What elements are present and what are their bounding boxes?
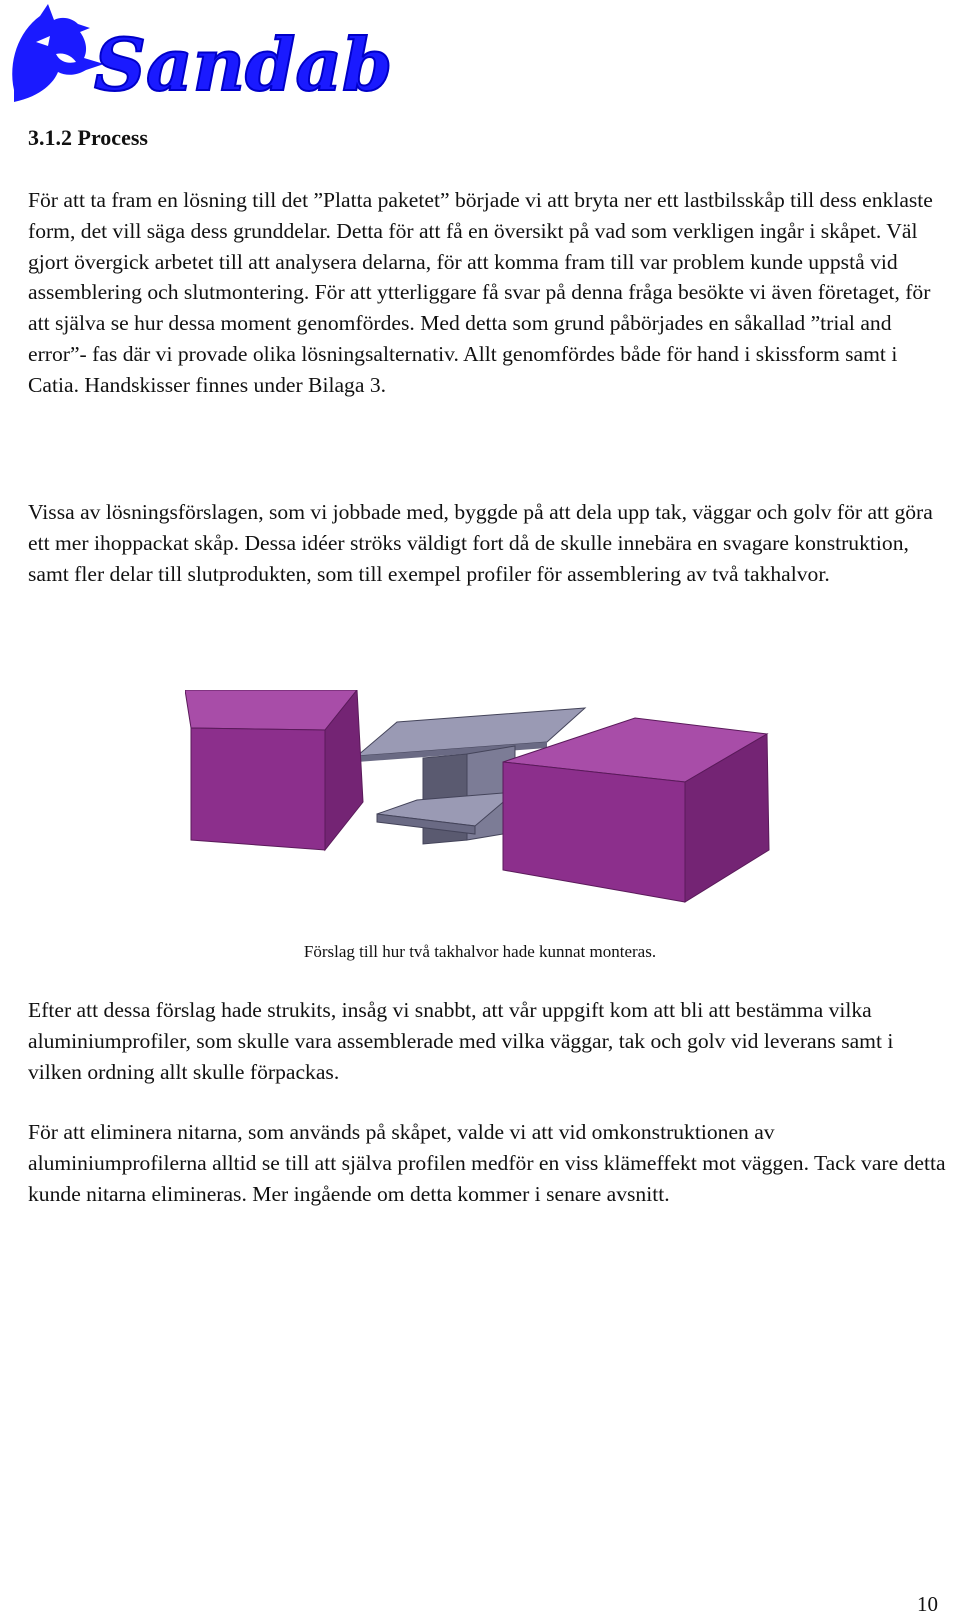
paragraph-2: Vissa av lösningsförslagen, som vi jobbade med, byggde på att dela upp tak, väggar och golv för att göra ett mer ihoppackat skåp. Dessa idéer ströks väldigt fort då de skulle innebära en svagare konstruktion, samt fler delar till slutprodukten, som till exempel profiler för assemblering av två takhalvor. (28, 500, 933, 586)
left-roof-half (185, 690, 363, 850)
section-title: 3.1.2 Process (28, 125, 148, 150)
paragraph-4: För att eliminera nitarna, som används på skåpet, valde vi att vid omkonstruktionen av aluminiumprofilerna alltid se till att själva profilen medför en viss klämeffekt mot väggen. Tack vare detta kunde nitarna elimineras. Mer ingående om detta kommer i senare avsnitt. (28, 1120, 946, 1206)
wolf-head-icon (12, 4, 104, 102)
paragraph-1: För att ta fram en lösning till det ”Platta paketet” började vi att bryta ner ett lastbilsskåp till dess enklaste form, det vill säga dess grunddelar. Detta för att få en översikt på vad som verkligen ingår i skåpet. Väl gjort övergick arbetet till att analysera delarna, för att komma fram till var problem kunde uppstå vid assemblering och slutmontering. För att ytterliggare få svar på denna fråga besökte vi även företaget, för att själva se hur dessa moment genomfördes. Med detta som grund påbörjades en såkallad ”trial and error”- fas där vi provade olika lösningsalternativ. Allt genomfördes både för hand i skissform samt i Catia. Handskisser finnes under Bilaga 3. (28, 188, 933, 397)
paragraph-3: Efter att dessa förslag hade strukits, insåg vi snabbt, att vår uppgift kom att bli att bestämma vilka aluminiumprofiler, som skulle vara assemblerade med vilka väggar, tak och golv vid leverans samt i vilken ordning allt skulle förpackas. (28, 998, 894, 1084)
left-block-front (191, 728, 325, 850)
roof-halves-figure (185, 690, 795, 910)
logo-text: Sandab (94, 22, 393, 107)
figure-caption: Förslag till hur två takhalvor hade kunnat monteras. (303, 942, 657, 961)
right-block-front (503, 762, 685, 902)
page-number: 10 (917, 1592, 938, 1616)
sandab-logo (6, 2, 406, 112)
